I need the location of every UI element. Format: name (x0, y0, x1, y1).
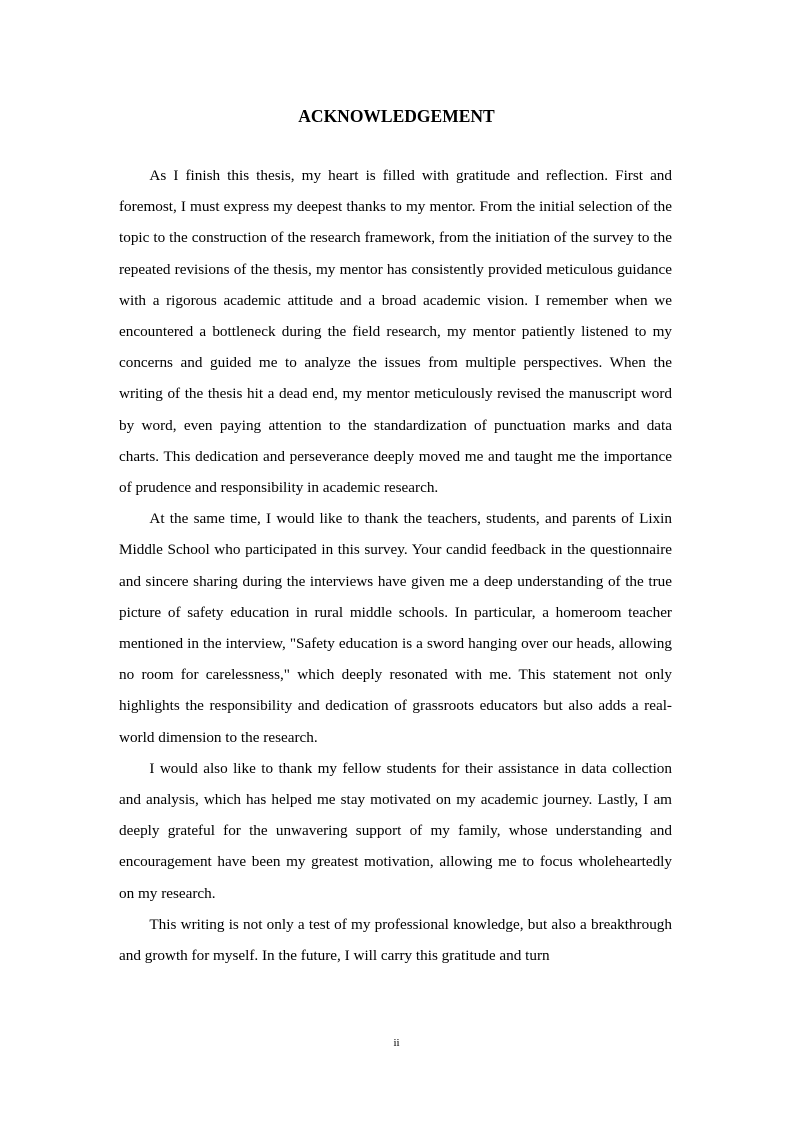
paragraph-family: I would also like to thank my fellow students for their assistance in data collection and analysis, which has helped me stay motivated on my academic journey. Lastly, I am deeply grateful for the unwavering support of my family, whose understanding and encouragement have been my greatest motivation, allowing me to focus wholeheartedly on my research. (119, 759, 672, 902)
page-title: ACKNOWLEDGEMENT (298, 106, 495, 126)
page-number: ii (393, 1037, 400, 1049)
paragraph-school: At the same time, I would like to thank the teachers, students, and parents of Lixin Middle School who participated in this survey. Your candid feedback in the questionnaire and sincere sharing during the interviews have given me a deep understanding of the true picture of safety education in rural middle schools. In particular, a homeroom teacher mentioned in the interview, "Safety education is a sword hanging over our heads, allowing no room for carelessness," which deeply resonated with me. This statement not only highlights the responsibility and dedication of grassroots educators but also adds a real-world dimension to the research. (119, 510, 672, 746)
paragraph-mentor: As I finish this thesis, my heart is filled with gratitude and reflection. First and foremost, I must express my deepest thanks to my mentor. From the initial selection of the topic to the construction of the research framework, from the initiation of the survey to the repeated revisions of the thesis, my mentor has consistently provided meticulous guidance with a rigorous academic attitude and a broad academic vision. I remember when we encountered a bottleneck during the field research, my mentor patiently listened to my concerns and guided me to analyze the issues from multiple perspectives. When the writing of the thesis hit a dead end, my mentor meticulously revised the manuscript word by word, even paying attention to the standardization of punctuation marks and data charts. This dedication and perseverance deeply moved me and taught me the importance of prudence and responsibility in academic research. (119, 167, 672, 497)
acknowledgement-body (119, 160, 672, 971)
paragraph-closing: This writing is not only a test of my professional knowledge, but also a breakthrough and growth for myself. In the future, I will carry this gratitude and turn (119, 915, 672, 965)
